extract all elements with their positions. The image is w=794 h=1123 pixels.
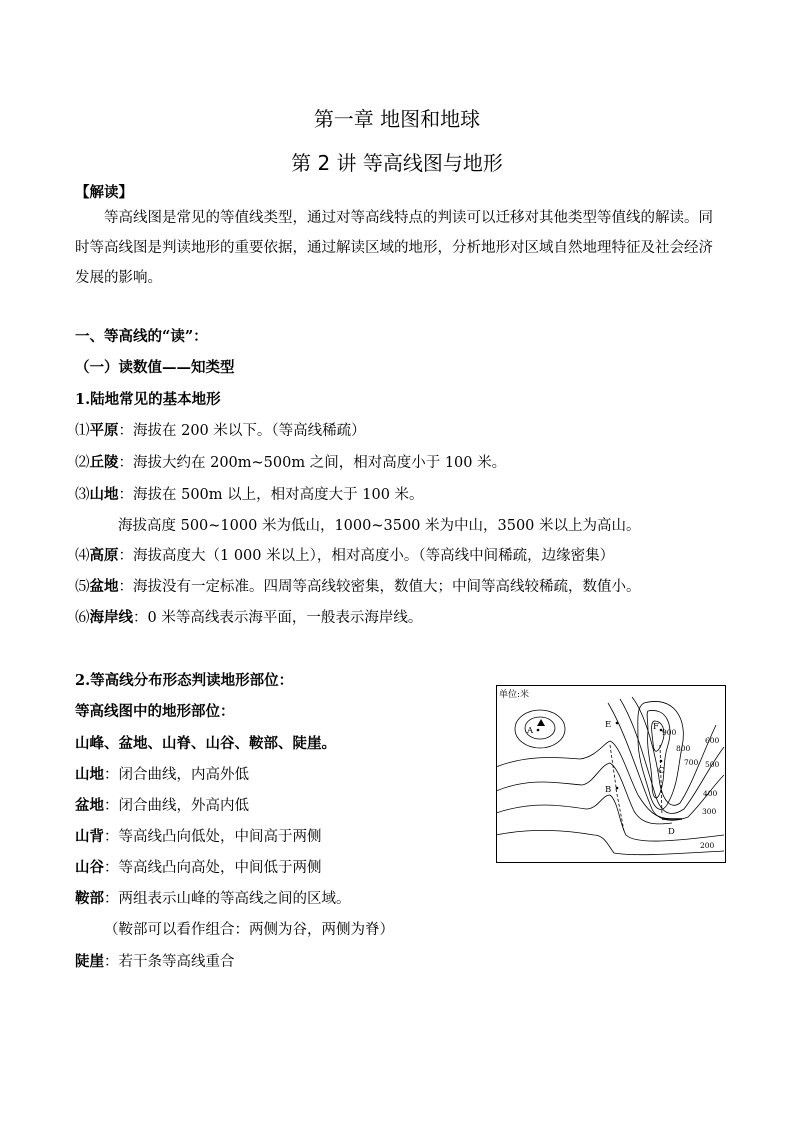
part-ridge (75, 827, 322, 847)
point-marker (616, 787, 619, 790)
point-label-f: F (653, 722, 659, 732)
contour-label: 900 (662, 728, 677, 737)
point-marker (660, 760, 663, 763)
mountain-note: 海拔高度 500~1000 米为低山，1000~3500 米为中山，3500 米以上为高山。 (118, 518, 641, 534)
contour-label: 400 (703, 789, 718, 798)
part-desc: ：闭合曲线，内高外低 (104, 767, 249, 783)
terrain-term: 盆地 (89, 578, 119, 595)
section1-heading: 一、等高线的“读”： (75, 328, 208, 345)
point-label-b: B (605, 785, 612, 795)
terrain-num: ⑷ (75, 548, 90, 564)
terrain-term: 山地 (89, 486, 119, 503)
terrain-plain (75, 421, 366, 441)
terrain-desc: ：0 米等高线表示海平面，一般表示海岸线。 (133, 610, 423, 626)
terrain-plateau (75, 546, 614, 566)
terrain-desc: ：海拔在 500m 以上，相对高度大于 100 米。 (118, 487, 424, 503)
parts-title: 等高线图中的地形部位： (75, 703, 235, 720)
terrain-hill (75, 453, 506, 473)
point-label-a: A (527, 726, 534, 736)
part-desc: ：闭合曲线，外高内低 (104, 798, 249, 814)
part-term: 山地 (75, 766, 104, 783)
section1-item1: 1.陆地常见的基本地形 (75, 391, 221, 408)
terrain-num: ⑶ (75, 487, 90, 503)
part-term: 山背 (75, 828, 104, 845)
part-saddle (75, 889, 351, 909)
terrain-term: 丘陵 (89, 454, 119, 471)
part-desc: ：等高线凸向低处，中间高于两侧 (104, 829, 322, 845)
terrain-mountain (75, 485, 424, 505)
contour-map-figure (496, 685, 726, 863)
point-label-d: D (668, 827, 675, 837)
contour-label: 800 (676, 744, 691, 753)
part-basin (75, 796, 249, 816)
chapter-title: 第一章 地图和地球 (313, 107, 481, 131)
saddle-note: （鞍部可以看作组合：两侧为谷，两侧为脊） (104, 922, 394, 938)
part-desc: ：若干条等高线重合 (104, 954, 235, 970)
section1-item2: 2.等高线分布形态判读地形部位： (75, 672, 294, 689)
part-cliff (75, 952, 235, 972)
terrain-num: ⑹ (75, 610, 90, 626)
parts-list: 山峰、盆地、山脊、山谷、鞍部、陡崖。 (75, 735, 336, 752)
part-term: 山谷 (75, 859, 104, 876)
jiedu-paragraph: 等高线图是常见的等值线类型，通过对等高线特点的判读可以迁移对其他类型等值线的解读。同时等高线图是判读地形的重要依据，通过解读区域的地形，分析地形对区域自然地理特征及社会经济发展的影响。 (75, 210, 713, 286)
jiedu-label: 【解读】 (75, 184, 133, 201)
part-valley (75, 858, 322, 878)
contour-label: 500 (705, 760, 720, 769)
part-desc: ：等高线凸向高处，中间低于两侧 (104, 860, 322, 876)
point-marker (537, 729, 540, 732)
contour-label: 200 (700, 841, 715, 850)
terrain-num: ⑸ (75, 579, 90, 595)
terrain-num: ⑵ (75, 455, 90, 471)
part-desc: ：两组表示山峰的等高线之间的区域。 (104, 891, 351, 907)
part-term: 盆地 (75, 797, 104, 814)
terrain-basin (75, 577, 641, 597)
terrain-term: 平原 (89, 422, 119, 439)
terrain-term: 高原 (89, 547, 119, 564)
contour-label: 700 (684, 758, 699, 767)
section1-sub1: （一）读数值——知类型 (75, 359, 235, 376)
point-marker (616, 722, 619, 725)
part-term: 陡崖 (75, 953, 104, 970)
point-label-c: C (658, 766, 665, 776)
terrain-desc: ：海拔高度大（1 000 米以上），相对高度小。（等高线中间稀疏，边缘密集） (118, 548, 615, 564)
terrain-desc: ：海拔在 200 米以下。（等高线稀疏） (118, 423, 366, 439)
part-peak (75, 765, 249, 785)
lecture-title: 第 2 讲 等高线图与地形 (291, 151, 503, 175)
terrain-coastline (75, 608, 422, 628)
contour-label: 300 (702, 807, 717, 816)
terrain-desc: ：海拔没有一定标准。四周等高线较密集，数值大；中间等高线较稀疏，数值小。 (118, 579, 641, 595)
figure-frame (497, 686, 726, 863)
point-label-e: E (605, 720, 612, 730)
terrain-term: 海岸线 (89, 609, 133, 626)
part-term: 鞍部 (75, 890, 104, 907)
contour-label: 600 (705, 736, 720, 745)
terrain-desc: ：海拔大约在 200m~500m 之间，相对高度小于 100 米。 (118, 455, 507, 471)
unit-label: 单位:米 (499, 690, 530, 700)
terrain-num: ⑴ (75, 423, 90, 439)
